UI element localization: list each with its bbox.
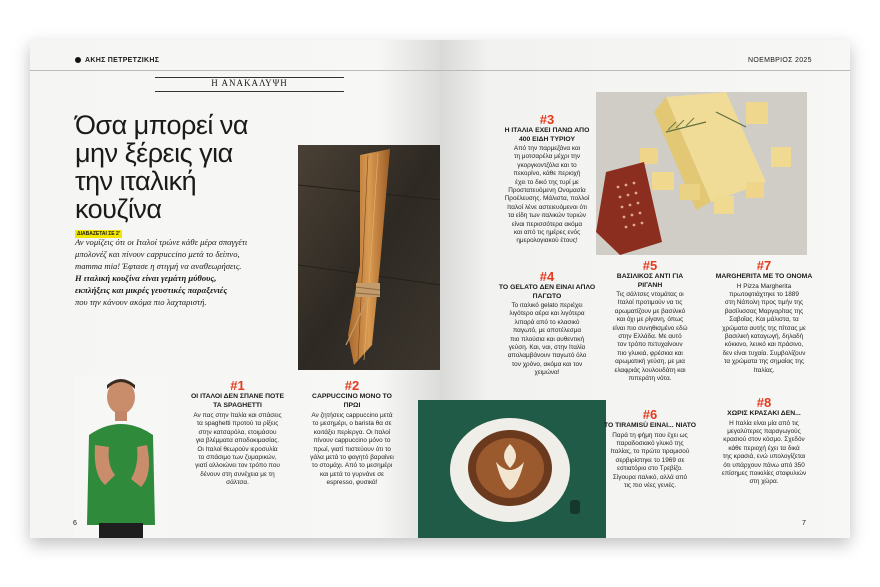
- page-title: [75, 111, 295, 223]
- fact-body-line: το στομάχι. Από το μεσημέρι: [311, 462, 393, 470]
- fact-body-line: είναι περισσότερα ακόμα: [511, 220, 583, 228]
- fact-body-line: τα χρώματα της σημαίας της: [723, 358, 805, 366]
- fact-body-line: Προστατευόμενη Ονομασία: [508, 187, 586, 195]
- fact-body-line: ημερολογιακού έτους!: [516, 237, 578, 245]
- fact-heading: [289, 393, 415, 410]
- fact-6: [600, 408, 700, 490]
- fact-body-line: ότι υπάρχουν πάνω από 350: [723, 461, 805, 469]
- fact-body-line: δεν είναι τυχαία. Συμβολίζουν: [722, 349, 806, 357]
- fact-body: [492, 145, 602, 246]
- title-line: μην ξέρεις για: [75, 138, 233, 168]
- fact-body-line: απολαμβάνουν παγωτό όλο: [507, 352, 587, 360]
- fact-body-line: βασιλική καταγωγή, δηλαδή: [724, 332, 804, 340]
- fact-number: #7: [756, 258, 772, 273]
- fact-body-line: Ιταλοί λένε αστειευόμενοι ότι: [507, 203, 587, 211]
- magazine-spread: [30, 40, 850, 538]
- fact-3: [492, 113, 602, 246]
- fact-body-line: πιπεράτη νότα.: [628, 375, 672, 383]
- fact-body-line: λιγότερο αέρα και λιγότερα: [509, 310, 585, 318]
- page-number-left: 6: [73, 520, 77, 527]
- fact-body-line: Η Ιταλία είναι μία από τις: [729, 419, 799, 427]
- fact-heading-line: ΒΑΣΙΛΙΚΟΣ ΑΝΤΙ ΓΙΑ: [616, 273, 684, 280]
- fact-heading-line: 400 ΕΙΔΗ ΤΥΡΙΟΥ: [518, 135, 576, 143]
- fact-body-line: σάλτσα.: [226, 479, 249, 487]
- fact-heading: [492, 127, 602, 144]
- fact-body-line: της κρασιά, ενώ υπολογίζεται: [722, 453, 806, 461]
- fact-heading-line: Η ΙΤΑΛΙΑ ΕΧΕΙ ΠΑΝΩ ΑΠΟ: [504, 127, 590, 134]
- fact-number: #4: [539, 269, 555, 284]
- fact-7: [708, 259, 820, 375]
- fact-heading-line: ΟΙ ΙΤΑΛΟΙ ΔΕΝ ΣΠΑΝΕ ΠΟΤΕ: [191, 393, 284, 400]
- fact-2: [289, 379, 415, 488]
- header-divider: [440, 70, 850, 71]
- fact-body-line: Ιταλοί προτιμούν να τις: [617, 299, 683, 307]
- fact-body-line: Το ιταλικό gelato περιέχει: [511, 302, 583, 309]
- fact-body-line: γιατί αλλοιώνει τον τρόπο που: [195, 462, 280, 470]
- fact-body-line: τη μοτσαρέλα μέχρι την: [513, 153, 581, 161]
- fact-heading: [600, 273, 700, 290]
- fact-body-line: Αν ζητήσεις cappuccino μετά: [311, 412, 393, 419]
- fact-body-line: για βλέμματα αποδοκιμασίας.: [195, 437, 280, 445]
- fact-body-line: κοιτάξει περίεργα. Οι Ιταλοί: [313, 428, 391, 436]
- fact-body: [708, 283, 820, 375]
- fact-body-line: κόκκινο, λευκό και πράσινο,: [724, 341, 804, 349]
- fact-body-line: βασίλισσας Μαργαρίτας της: [724, 307, 804, 315]
- fact-number: #8: [756, 395, 772, 410]
- fact-body: [600, 291, 700, 383]
- fact-body-line: γεύση. Και, ναι, στην Ιταλία: [508, 344, 586, 352]
- fact-body-line: τον χρόνο, ακόμα και τον: [511, 360, 583, 368]
- fact-body-line: παραδοσιακό γλυκό της: [616, 439, 684, 447]
- intro-line: που την κάνουν ακόμα πιο λαχταριστή.: [75, 297, 207, 307]
- fact-body-line: λιπαρά από το κλασικό: [514, 318, 580, 326]
- fact-heading: [708, 273, 820, 282]
- fact-4: [492, 270, 602, 378]
- section-rule-bottom: [155, 91, 344, 92]
- fact-body-line: γκοργκοντζόλα και το: [517, 161, 577, 169]
- fact-body-line: κάθε περιοχή έχει τα δικά: [728, 444, 800, 452]
- fact-heading-line: ΤΟ TIRAMISÙ ΕΙΝΑΙ... ΝΙΑΤΟ: [603, 422, 697, 429]
- fact-body-line: Προέλευσης. Μάλιστα, πολλοί: [504, 195, 590, 203]
- fact-body-line: παγωτό, με αποτέλεσμα: [512, 327, 582, 335]
- fact-body: [289, 412, 415, 488]
- fact-body-line: τον τρόπο πετυχαίνουν: [617, 341, 683, 349]
- fact-body-line: επίσημες ποικιλίες σταφυλιών: [721, 469, 807, 477]
- fact-number: #2: [344, 378, 360, 393]
- fact-body-line: το μεσημέρι, ο barista θα σε: [312, 420, 392, 428]
- fact-body-line: και από τις ημέρες ενός: [513, 229, 581, 237]
- fact-body-line: αρωματίζουν με βασιλικό: [614, 307, 686, 315]
- fact-body-line: σερβιρίστηκε το 1969 σε: [615, 456, 685, 464]
- fact-body-line: Σίγουρα ιταλικό, αλλά από: [612, 473, 688, 481]
- fact-heading-line: MARGHERITA ΜΕ ΤΟ ΟΝΟΜΑ: [715, 273, 813, 280]
- fact-body-line: Από την παρμεζάνα και: [513, 145, 581, 152]
- fact-body-line: espresso, φυσικά!: [326, 479, 378, 487]
- fact-body-line: ελαφριάς λουλουδάτη και: [614, 366, 686, 374]
- fact-number: #6: [642, 407, 658, 422]
- read-time-label: ΔΙΑΒΑΖΕΤΑΙ ΣΕ 2': [77, 231, 120, 237]
- author-header: [75, 57, 159, 64]
- fact-body-line: Η Pizza Margherita: [736, 282, 792, 290]
- fact-heading-line: ΧΩΡΙΣ ΚΡΑΣΑΚΙ ΔΕΝ...: [727, 410, 801, 417]
- fact-body-line: δένουν στη συνέχεια με τη: [200, 470, 275, 478]
- fact-body-line: και μετά το γυρνάνε σε: [319, 470, 385, 478]
- fact-heading-line: ΡΙΓΑΝΗ: [637, 281, 663, 289]
- date-header: ΝΟΕΜΒΡΙΟΣ 2025: [748, 57, 812, 64]
- fact-body-line: πρωί, γιατί πιστεύουν ότι το: [313, 445, 391, 453]
- bullet-dot-icon: [75, 57, 81, 63]
- title-line: Όσα μπορεί να: [75, 110, 249, 140]
- fact-body-line: πιο πλούσια και αυθεντική: [509, 335, 585, 343]
- fact-body-line: χειμώνα!: [534, 369, 560, 377]
- fact-heading: [708, 410, 820, 419]
- header-divider: [30, 70, 440, 71]
- fact-heading-line: ΠΑΓΩΤΟ: [532, 292, 562, 300]
- fact-body-line: στην κατσαρόλα, ετοιμάσου: [198, 428, 277, 436]
- fact-body-line: Οι Ιταλοί θεωρούν ιεροσυλία: [197, 445, 278, 453]
- intro-line: mamma mia! Έφτασε η στιγμή να αναθεωρήσεις.: [75, 261, 242, 271]
- fact-number: #5: [642, 258, 658, 273]
- fact-body-line: και όχι με ρίγανη, όπως: [616, 316, 684, 324]
- fact-body-line: Αν πας στην Ιταλία και σπάσεις: [193, 412, 282, 419]
- fact-heading-line: ΤΟ GELATO ΔΕΝ ΕΙΝΑΙ ΑΠΛΟ: [498, 284, 596, 291]
- fact-body-line: εστιατόριο στο Τρεβίζο.: [617, 465, 683, 473]
- fact-heading-line: CAPPUCCINO ΜΟΝΟ ΤΟ: [312, 393, 392, 400]
- fact-heading: [600, 422, 700, 431]
- fact-body-line: Σαβοΐας. Και μάλιστα, τα: [729, 316, 799, 324]
- fact-body-line: στη χώρα.: [749, 478, 779, 486]
- fact-body-line: αρωματική γεύση, με μια: [615, 358, 685, 366]
- intro-bold-line: εκπλήξεις και μικρές γευστικές παραξενιές: [75, 285, 228, 295]
- fact-body-line: είναι πιο συνηθισμένο εδώ: [612, 324, 688, 332]
- fact-body-line: πρωτοφτιάχτηκε το 1889: [729, 290, 799, 298]
- fact-body-line: έχει το δικό της τυρί με: [515, 178, 579, 186]
- fact-body: [175, 412, 300, 488]
- fact-body: [708, 420, 820, 487]
- fact-number: #1: [230, 378, 245, 393]
- fact-heading: [175, 393, 300, 410]
- left-page: [30, 40, 440, 538]
- fact-body: [492, 302, 602, 378]
- cheese-grater-image-icon: [596, 92, 807, 255]
- fact-body: [600, 432, 700, 491]
- fact-body-line: Ιταλίας.: [753, 366, 775, 374]
- spaghetti-photo: [298, 145, 441, 370]
- fact-body-line: στη Νάπολη προς τιμήν της: [724, 299, 804, 307]
- fact-body-line: τις πιο νέες γενιές.: [623, 481, 677, 489]
- fact-body-line: στην Ελλάδα. Με αυτό: [618, 333, 682, 341]
- cappuccino-image-icon: [418, 400, 606, 538]
- fact-body-line: μεγαλύτερες παραγωγούς: [727, 427, 801, 435]
- fact-heading-line: ΠΡΩΙ: [343, 401, 361, 409]
- title-line: κουζίνα: [75, 194, 162, 224]
- fact-body-line: Ιταλίας, το πρώτο τιραμισού: [610, 448, 690, 456]
- fact-body-line: χρώματα αυτής της πίτσας με: [722, 324, 806, 332]
- fact-body-line: πιο γλυκιά, φρέσκια και: [617, 349, 683, 357]
- fact-body-line: πίνουν cappuccino μόνο το: [313, 437, 391, 445]
- spaghetti-image-icon: [298, 145, 441, 370]
- fact-heading: [492, 284, 602, 301]
- fact-body-line: πεκορίνο, κάθε περιοχή: [513, 170, 581, 178]
- fact-body-line: γάλα μετά το φαγητό βαραίνει: [310, 454, 394, 462]
- fact-body-line: Τις σάλτσες ντομάτας οι: [616, 291, 684, 298]
- fact-number: #3: [539, 112, 555, 127]
- intro-line: μπολονέζ και πίνουν cappuccino μετά το δείπνο,: [75, 249, 240, 259]
- fact-5: [600, 259, 700, 383]
- fact-1: [175, 379, 300, 488]
- cheese-photo: [596, 92, 807, 255]
- chef-portrait-icon: [75, 375, 167, 538]
- coffee-photo: [418, 400, 606, 538]
- intro-bold-line: Η ιταλική κουζίνα είναι γεμάτη μύθους,: [75, 273, 217, 283]
- title-line: την ιταλική: [75, 166, 197, 196]
- author-name: ΑΚΗΣ ΠΕΤΡΕΤΖΙΚΗΣ: [85, 57, 160, 64]
- intro-paragraph: [75, 236, 315, 308]
- fact-body-line: Παρά τη φήμη που έχει ως: [612, 431, 688, 439]
- section-label: Η ΑΝΑΚΑΛΥΨΗ: [211, 78, 288, 88]
- fact-heading-line: ΤΑ SPAGHETTI: [213, 401, 262, 409]
- fact-body-line: το σπάσιμο των ζυμαρικών,: [198, 454, 277, 462]
- fact-body-line: τα είδη των ιταλικών τυριών: [508, 212, 586, 220]
- fact-body-line: κρασιού στον κόσμο. Σχεδόν: [723, 436, 805, 444]
- fact-body-line: τα spaghetti προτού τα ρίξεις: [196, 420, 279, 428]
- right-page: [440, 40, 850, 538]
- intro-line: Αν νομίζεις ότι οι Ιταλοί τρώνε κάθε μέρα σπαγγέτι: [75, 237, 248, 247]
- page-number-right: 7: [802, 520, 806, 527]
- fact-8: [708, 396, 820, 487]
- chef-photo: [75, 375, 167, 538]
